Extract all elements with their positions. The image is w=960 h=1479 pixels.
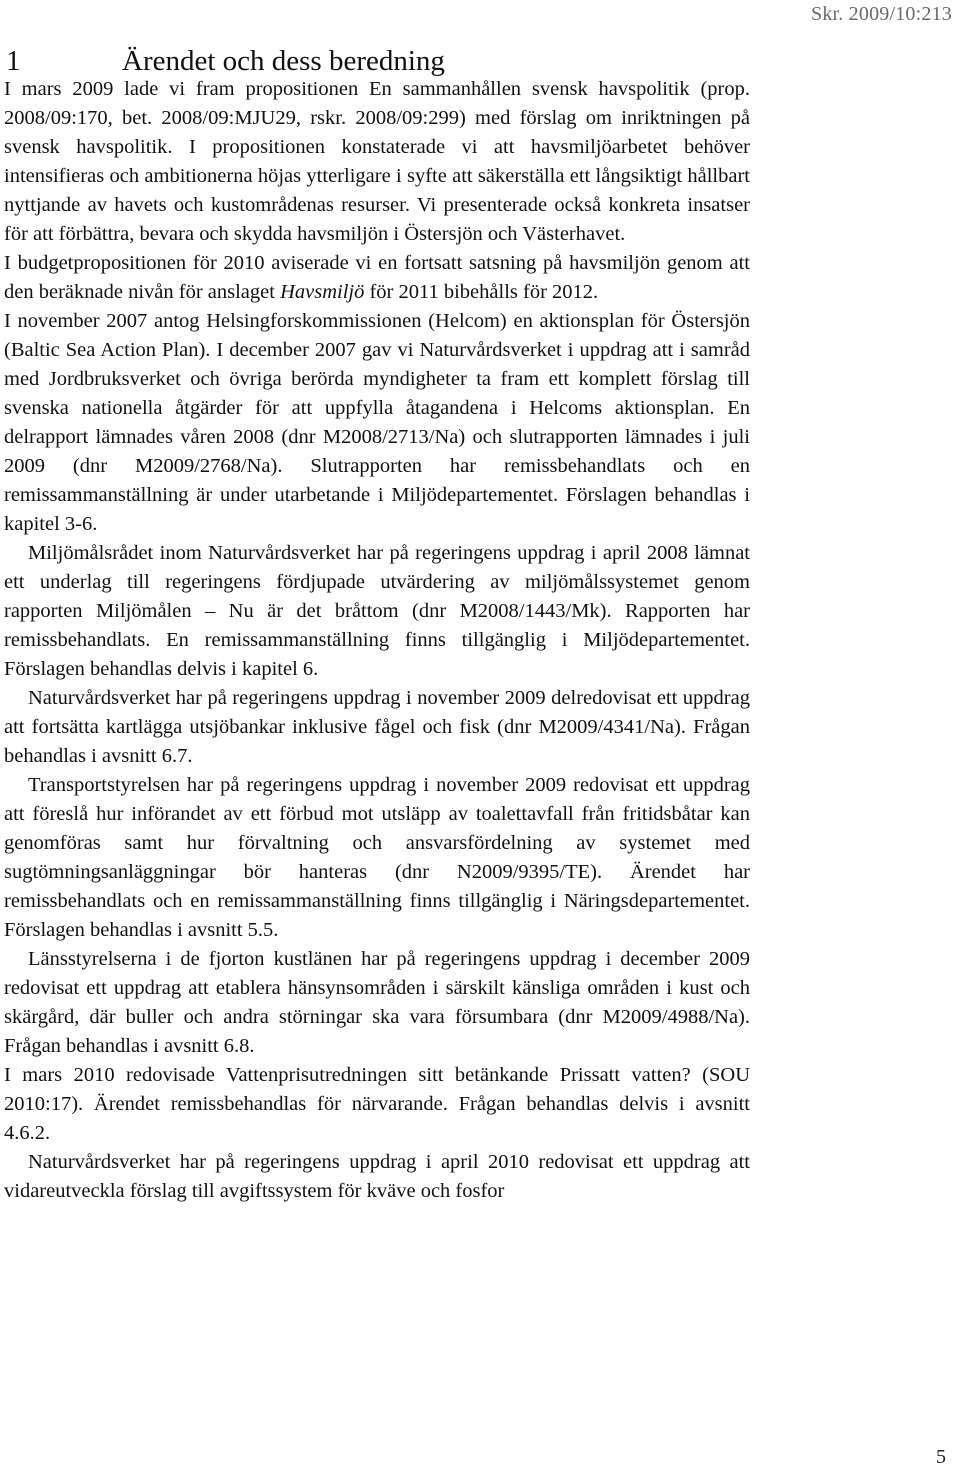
paragraph: Naturvårdsverket har på regeringens uppdrag i november 2009 delredovisat ett uppdrag att fortsätta kartlägga utsjöbankar inklusive fågel och fisk (dnr M2009/4341/Na). Frågan behandlas i avsnitt 6.7.: [4, 687, 750, 767]
section-heading: [6, 44, 445, 78]
paragraph: I mars 2009 lade vi fram propositionen En sammanhållen svensk havspolitik (prop. 2008/09:170, bet. 2008/09:MJU29, rskr. 2008/09:299) med förslag om inriktningen på svensk havspolitik. I propositionen konstaterade vi att havsmiljöarbetet behöver intensifieras och ambitionerna höjas ytterligare i syfte att säkerställa ett långsiktigt hållbart nyttjande av havets och kustområdenas resurser. Vi presenterade också konkreta insatser för att förbättra, bevara och skydda havsmiljön i Östersjön och Västerhavet.: [4, 78, 750, 245]
paragraph: Miljömålsrådet inom Naturvårdsverket har på regeringens uppdrag i april 2008 lämnat ett underlag till regeringens fördjupade utvärdering av miljömålssystemet genom rapporten Miljömålen – Nu är det bråttom (dnr M2008/1443/Mk). Rapporten har remissbehandlats. En remissammanställning finns tillgänglig i Miljödepartementet. Förslagen behandlas delvis i kapitel 6.: [4, 542, 750, 680]
section-title: Ärendet och dess beredning: [122, 45, 445, 77]
paragraph-text: för 2011 bibehålls för 2012.: [364, 281, 599, 303]
appropriation-name: Havsmiljö: [280, 281, 365, 303]
page-number: 5: [936, 1446, 946, 1468]
paragraph: [4, 249, 750, 307]
paragraph: I mars 2010 redovisade Vattenprisutredningen sitt betänkande Prissatt vatten? (SOU 2010:17). Ärendet remissbehandlas för närvarande. Frågan behandlas delvis i avsnitt 4.6.2.: [4, 1064, 750, 1144]
paragraph: I november 2007 antog Helsingforskommissionen (Helcom) en aktionsplan för Östersjön (Baltic Sea Action Plan). I december 2007 gav vi Naturvårdsverket i uppdrag att i samråd med Jordbruksverket och övriga berörda myndigheter ta fram ett komplett förslag till svenska nationella åtgärder för att uppfylla åtagandena i Helcoms aktionsplan. En delrapport lämnades våren 2008 (dnr M2008/2713/Na) och slutrapporten lämnades i juli 2009 (dnr M2009/2768/Na). Slutrapporten har remissbehandlats och en remissammanställning är under utarbetande i Miljödepartementet. Förslagen behandlas i kapitel 3-6.: [4, 310, 750, 535]
document-reference: Skr. 2009/10:213: [811, 3, 952, 25]
body-text: [4, 75, 750, 1206]
paragraph: Naturvårdsverket har på regeringens uppdrag i april 2010 redovisat ett uppdrag att vidareutveckla förslag till avgiftssystem för kväve och fosfor: [4, 1151, 750, 1202]
paragraph: Transportstyrelsen har på regeringens uppdrag i november 2009 redovisat ett uppdrag att föreslå hur införandet av ett förbud mot utsläpp av toalettavfall från fritidsbåtar kan genomföras samt hur förvaltning och ansvarsfördelning av systemet med sugtömningsanläggningar bör hanteras (dnr N2009/9395/TE). Ärendet har remissbehandlats och en remissammanställning finns tillgänglig i Näringsdepartementet. Förslagen behandlas i avsnitt 5.5.: [4, 774, 750, 941]
paragraph-text: I budgetpropositionen för 2010 aviserade vi en fortsatt satsning på havsmiljön genom att den beräknade nivån för anslaget: [4, 252, 750, 303]
section-number: 1: [6, 45, 21, 77]
paragraph: Länsstyrelserna i de fjorton kustlänen har på regeringens uppdrag i december 2009 redovisat ett uppdrag att etablera hänsynsområden i särskilt känsliga områden i kust och skärgård, där buller och andra störningar ska vara försumbara (dnr M2009/4988/Na). Frågan behandlas i avsnitt 6.8.: [4, 948, 750, 1057]
